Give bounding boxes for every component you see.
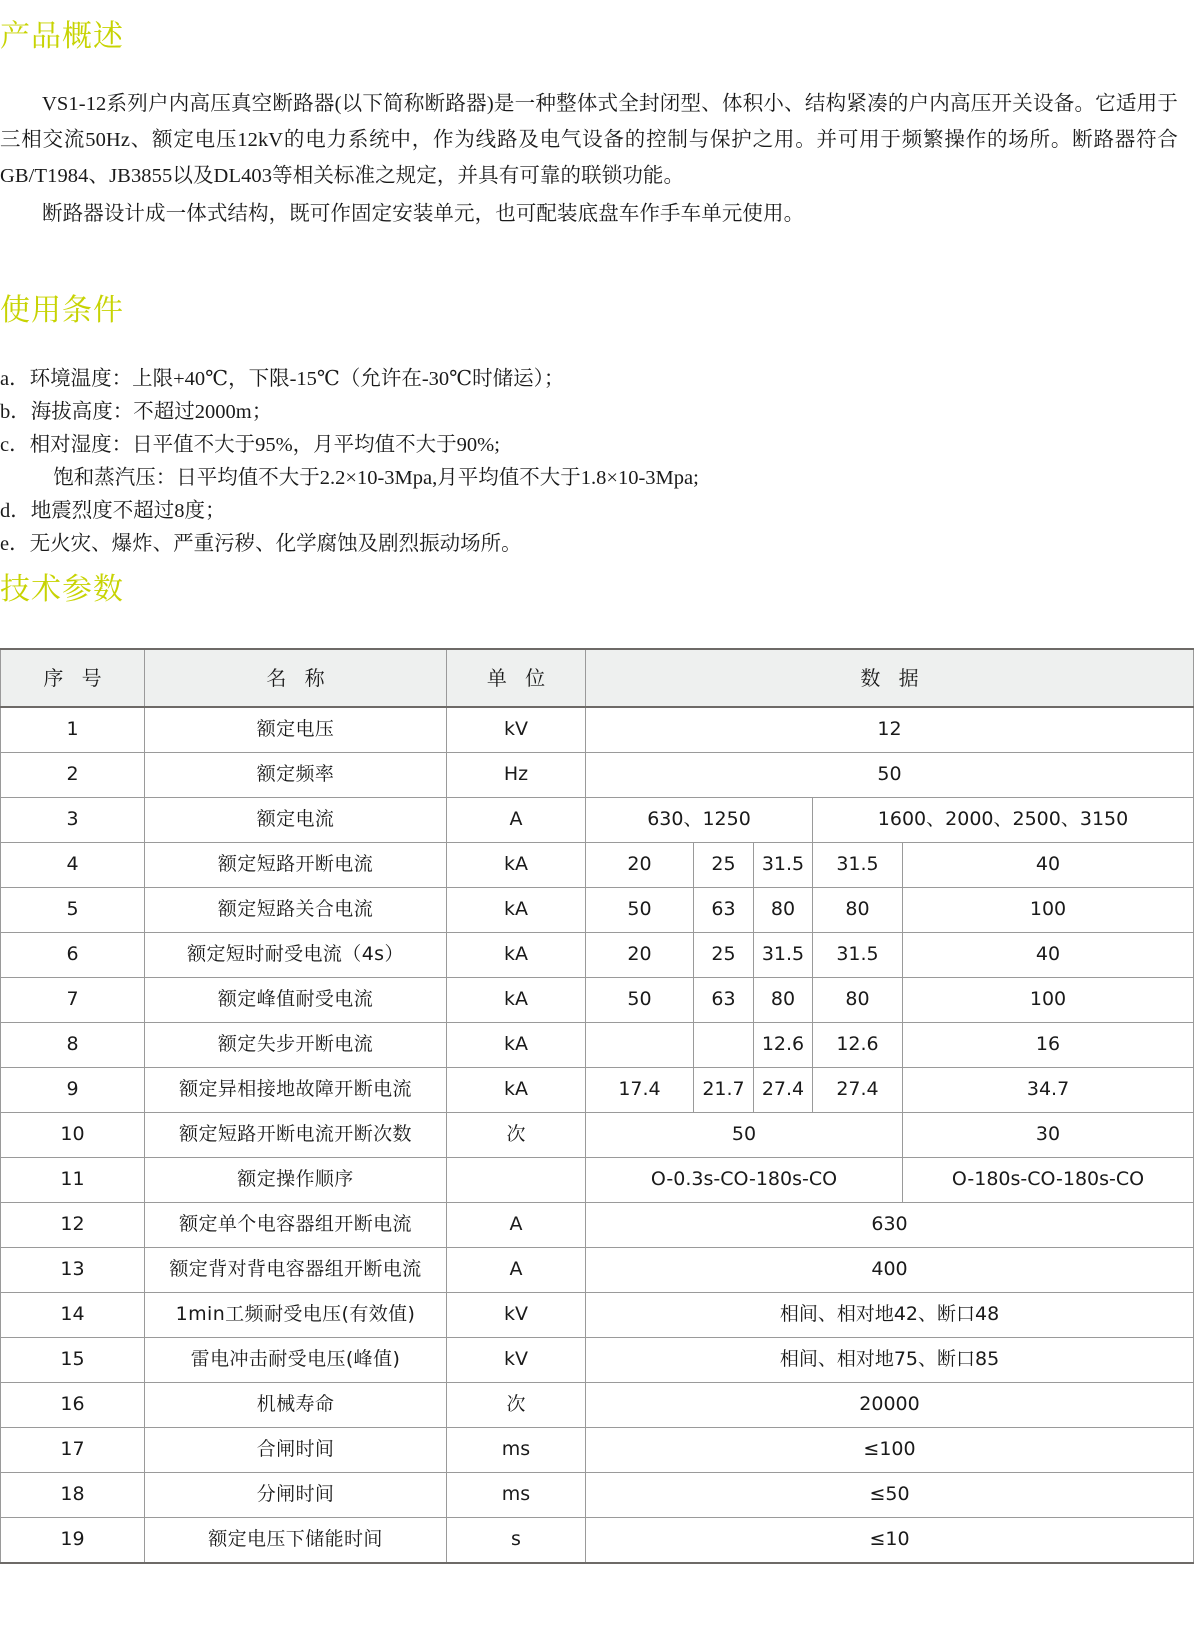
row-unit: kA <box>447 1068 586 1113</box>
row-name: 合闸时间 <box>145 1428 447 1473</box>
col-header-name: 名 称 <box>145 649 447 707</box>
row-data: O-0.3s-CO-180s-CO <box>586 1158 903 1203</box>
row-data: 31.5 <box>754 933 813 978</box>
row-name: 1min工频耐受电压(有效值) <box>145 1293 447 1338</box>
row-data: 31.5 <box>813 843 903 888</box>
row-data: 80 <box>754 888 813 933</box>
row-data: 12.6 <box>754 1023 813 1068</box>
row-data: 30 <box>903 1113 1194 1158</box>
row-unit: ms <box>447 1473 586 1518</box>
row-no: 1 <box>1 707 145 753</box>
row-data: 63 <box>694 888 754 933</box>
row-data: 31.5 <box>754 843 813 888</box>
row-data: 34.7 <box>903 1068 1194 1113</box>
row-unit: kA <box>447 933 586 978</box>
row-data: 27.4 <box>813 1068 903 1113</box>
table-row <box>1 1158 1194 1203</box>
table-row <box>1 1473 1194 1518</box>
row-no: 18 <box>1 1473 145 1518</box>
row-unit: s <box>447 1518 586 1564</box>
row-data: 1600、2000、2500、3150 <box>813 798 1194 843</box>
row-unit: 次 <box>447 1113 586 1158</box>
row-unit: Hz <box>447 753 586 798</box>
row-name: 雷电冲击耐受电压(峰值) <box>145 1338 447 1383</box>
row-no: 8 <box>1 1023 145 1068</box>
row-unit: kV <box>447 1293 586 1338</box>
row-name: 额定异相接地故障开断电流 <box>145 1068 447 1113</box>
row-no: 7 <box>1 978 145 1023</box>
condition-item-c-sub: 饱和蒸汽压：日平均值不大于2.2×10-3Mpa,月平均值不大于1.8×10-3Mpa; <box>53 467 699 489</box>
row-no: 17 <box>1 1428 145 1473</box>
table-row <box>1 1113 1194 1158</box>
condition-item-d: d．地震烈度不超过8度； <box>0 500 226 522</box>
row-data: ≤10 <box>586 1518 1194 1564</box>
specs-section <box>0 572 124 607</box>
row-name: 额定短路开断电流开断次数 <box>145 1113 447 1158</box>
overview-paragraph-1: VS1-12系列户内高压真空断路器(以下简称断路器)是一种整体式全封闭型、体积小、结构紧凑的户内高压开关设备。它适用于三相交流50Hz、额定电压12kV的电力系统中，作为线路及电气设备的控制与保护之用。并可用于频繁操作的场所。断路器符合GB/T1984、JB3855以及DL403等相关标准之规定，并具有可靠的联锁功能。 <box>0 93 1178 187</box>
row-no: 12 <box>1 1203 145 1248</box>
row-data: 400 <box>586 1248 1194 1293</box>
table-row <box>1 978 1194 1023</box>
overview-section <box>0 19 124 54</box>
table-row <box>1 707 1194 753</box>
row-data: 100 <box>903 888 1194 933</box>
row-data: 25 <box>694 933 754 978</box>
overview-heading: 产品概述 <box>0 19 124 54</box>
row-unit: A <box>447 798 586 843</box>
row-data: ≤100 <box>586 1428 1194 1473</box>
row-data: 50 <box>586 888 694 933</box>
row-no: 14 <box>1 1293 145 1338</box>
row-unit: kA <box>447 888 586 933</box>
row-data: 80 <box>754 978 813 1023</box>
specs-table-body <box>1 707 1194 1563</box>
specs-table-wrap <box>0 648 1193 1564</box>
row-data: 100 <box>903 978 1194 1023</box>
row-name: 额定电压 <box>145 707 447 753</box>
table-row <box>1 1428 1194 1473</box>
table-row <box>1 843 1194 888</box>
specs-table <box>0 648 1194 1564</box>
row-no: 11 <box>1 1158 145 1203</box>
row-data: 63 <box>694 978 754 1023</box>
row-unit: kA <box>447 978 586 1023</box>
row-data: ≤50 <box>586 1473 1194 1518</box>
row-unit: kA <box>447 1023 586 1068</box>
row-data: 12.6 <box>813 1023 903 1068</box>
condition-item-c: c．相对湿度：日平值不大于95%，月平均值不大于90%; <box>0 434 500 456</box>
row-name: 额定短路开断电流 <box>145 843 447 888</box>
row-no: 3 <box>1 798 145 843</box>
overview-paragraph-2: 断路器设计成一体式结构，既可作固定安装单元，也可配装底盘车作手车单元使用。 <box>42 203 805 225</box>
table-row <box>1 1338 1194 1383</box>
table-row <box>1 1203 1194 1248</box>
overview-body <box>0 86 1178 232</box>
table-row <box>1 933 1194 978</box>
table-header-row <box>1 649 1194 707</box>
row-name: 机械寿命 <box>145 1383 447 1428</box>
row-no: 6 <box>1 933 145 978</box>
conditions-heading: 使用条件 <box>0 293 124 328</box>
row-data: 12 <box>586 707 1194 753</box>
conditions-list <box>0 363 900 561</box>
specs-heading: 技术参数 <box>0 572 124 607</box>
row-name: 额定峰值耐受电流 <box>145 978 447 1023</box>
row-no: 9 <box>1 1068 145 1113</box>
condition-item-a: a．环境温度：上限+40℃，下限-15℃（允许在-30℃时储运）； <box>0 368 565 390</box>
row-unit <box>447 1158 586 1203</box>
condition-item-b: b．海拔高度：不超过2000m； <box>0 401 273 423</box>
row-data: 50 <box>586 1113 903 1158</box>
row-name: 额定操作顺序 <box>145 1158 447 1203</box>
row-no: 2 <box>1 753 145 798</box>
row-data: 27.4 <box>754 1068 813 1113</box>
row-name: 分闸时间 <box>145 1473 447 1518</box>
row-data: 630、1250 <box>586 798 813 843</box>
table-row <box>1 1068 1194 1113</box>
table-row <box>1 1023 1194 1068</box>
row-no: 10 <box>1 1113 145 1158</box>
row-no: 4 <box>1 843 145 888</box>
row-unit: 次 <box>447 1383 586 1428</box>
row-no: 16 <box>1 1383 145 1428</box>
row-data: 50 <box>586 978 694 1023</box>
row-data: 相间、相对地42、断口48 <box>586 1293 1194 1338</box>
row-data: 630 <box>586 1203 1194 1248</box>
row-data: 40 <box>903 843 1194 888</box>
row-data <box>694 1023 754 1068</box>
row-data: 20 <box>586 933 694 978</box>
row-data: 80 <box>813 888 903 933</box>
table-row <box>1 1248 1194 1293</box>
conditions-section <box>0 293 124 328</box>
row-name: 额定失步开断电流 <box>145 1023 447 1068</box>
row-data: 20000 <box>586 1383 1194 1428</box>
row-name: 额定频率 <box>145 753 447 798</box>
row-data: 21.7 <box>694 1068 754 1113</box>
row-unit: kV <box>447 1338 586 1383</box>
row-data: 相间、相对地75、断口85 <box>586 1338 1194 1383</box>
table-row <box>1 753 1194 798</box>
table-row <box>1 1383 1194 1428</box>
row-data: O-180s-CO-180s-CO <box>903 1158 1194 1203</box>
col-header-unit: 单 位 <box>447 649 586 707</box>
row-no: 15 <box>1 1338 145 1383</box>
row-name: 额定电流 <box>145 798 447 843</box>
condition-item-e: e．无火灾、爆炸、严重污秽、化学腐蚀及剧烈振动场所。 <box>0 533 522 555</box>
row-name: 额定电压下储能时间 <box>145 1518 447 1564</box>
row-data: 40 <box>903 933 1194 978</box>
row-data: 16 <box>903 1023 1194 1068</box>
table-row <box>1 1293 1194 1338</box>
col-header-data: 数 据 <box>586 649 1194 707</box>
table-row <box>1 1518 1194 1564</box>
row-data <box>586 1023 694 1068</box>
row-no: 19 <box>1 1518 145 1564</box>
row-no: 13 <box>1 1248 145 1293</box>
row-name: 额定背对背电容器组开断电流 <box>145 1248 447 1293</box>
row-unit: ms <box>447 1428 586 1473</box>
row-data: 31.5 <box>813 933 903 978</box>
row-unit: kA <box>447 843 586 888</box>
col-header-no: 序 号 <box>1 649 145 707</box>
row-no: 5 <box>1 888 145 933</box>
row-data: 25 <box>694 843 754 888</box>
row-name: 额定单个电容器组开断电流 <box>145 1203 447 1248</box>
row-unit: A <box>447 1203 586 1248</box>
row-data: 17.4 <box>586 1068 694 1113</box>
row-data: 20 <box>586 843 694 888</box>
row-name: 额定短路关合电流 <box>145 888 447 933</box>
row-unit: A <box>447 1248 586 1293</box>
specs-table-header <box>1 649 1194 707</box>
table-row <box>1 798 1194 843</box>
row-data: 80 <box>813 978 903 1023</box>
row-data: 50 <box>586 753 1194 798</box>
row-name: 额定短时耐受电流（4s） <box>145 933 447 978</box>
row-unit: kV <box>447 707 586 753</box>
table-row <box>1 888 1194 933</box>
